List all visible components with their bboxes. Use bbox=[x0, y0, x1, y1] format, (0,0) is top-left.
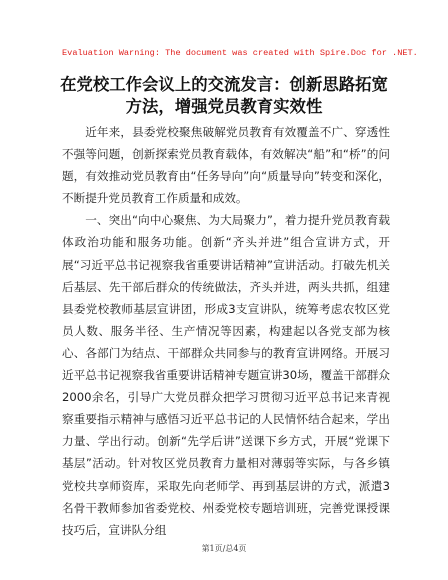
intro-paragraph: 近年来，县委党校聚焦破解党员教育有效覆盖不广、穿透性不强等问题，创新探索党员教育载体，有效解决“船”和“桥”的问题，有效推动党员教育由“任务导向”向“质量导向”转变和深化，不断提升党员教育工作质量和成效。 bbox=[62, 125, 390, 206]
evaluation-warning: Evaluation Warning: The document was created with Spire.Doc for .NET. bbox=[62, 48, 418, 58]
document-body bbox=[62, 121, 390, 541]
title-line-2: 方法，增强党员教育实效性 bbox=[125, 97, 323, 116]
page-number-footer: 第1页/总4页 bbox=[201, 544, 247, 553]
title-line-1: 在党校工作会议上的交流发言：创新思路拓宽 bbox=[60, 75, 388, 94]
section-one-paragraph: 一、突出“向中心聚焦、为大局聚力”，着力提升党员教育载体政治功能和服务功能。创新“齐头并进”组合宣讲方式，开展“习近平总书记视察我省重要讲话精神”宣讲活动。打破先机关后基层、先干部后群众的传统做法，齐头并进，两头共抓，组建县委党校教师基层宣讲团，形成3支宣讲队，统筹考虑农牧区党员人数、服务半径、生产情况等因素，构建起以各党支部为核心、各部门为结点、干部群众共同参与的教育宣讲网络。开展习近平总书记视察我省重要讲话精神专题宣讲30场，覆盖干部群众2000余名，引导广大党员群众把学习贯彻习近平总书记来青视察重要指示精神与感悟习近平总书记的人民情怀结合起来，学出力量、学出行动。创新“先学后讲”送课下乡方式，开展“党课下基层”活动。针对牧区党员教育力量相对薄弱等实际，与各乡镇党校共享师资库，采取先向老师学、再到基层讲的方式，派遣3名骨干教师参加省委党校、州委党校专题培训班，完善党课授课技巧后，宣讲队分组 bbox=[62, 213, 390, 537]
document-title bbox=[58, 74, 390, 118]
